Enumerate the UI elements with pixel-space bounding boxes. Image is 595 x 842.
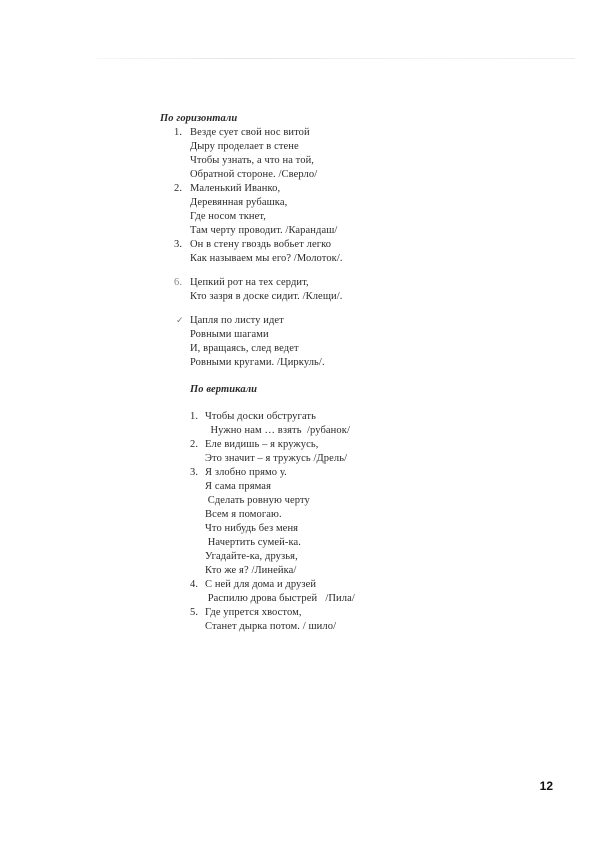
page-number: 12 (539, 779, 553, 793)
handwritten-check-mark: ✓ (176, 315, 184, 325)
clue-line: Ровными кругами. /Циркуль/. (190, 357, 325, 368)
clue-line: Станет дырка потом. / шило/ (205, 621, 337, 632)
vertical-heading: По вертикали (190, 384, 258, 395)
clue-number: 2. (190, 439, 199, 450)
clue-line: Там черту проводит. /Карандаш/ (190, 225, 338, 236)
clue-line: Кто же я? /Линейка/ (205, 565, 297, 576)
clue-line: Сделать ровную черту (205, 495, 310, 506)
clue-line: Он в стену гвоздь вобьет легко (190, 239, 332, 250)
clue-number: 1. (190, 411, 199, 422)
clue-line: Я злобно прямо у. (205, 467, 287, 478)
clue-line: Нужно нам … взять /рубанок/ (205, 425, 350, 436)
clue-number: 1. (174, 127, 183, 138)
clue-line: Обратной стороне. /Сверло/ (190, 169, 318, 180)
horizontal-heading: По горизонтали (160, 113, 238, 124)
clue-line: Где носом ткнет, (190, 211, 267, 222)
clue-line: Цепкий рот на тех сердит, (190, 277, 309, 288)
clue-line: Еле видишь – я кружусь, (205, 439, 319, 450)
clue-number: 6. (174, 277, 183, 288)
clue-number: 2. (174, 183, 183, 194)
clue-line: Ровными шагами (190, 329, 269, 340)
clue-line: Как называем мы его? /Молоток/. (190, 253, 343, 264)
clue-line: Чтобы узнать, а что на той, (190, 155, 315, 166)
clue-number: 3. (174, 239, 183, 250)
clue-line: Это значит – я тружусь /Дрель/ (205, 453, 348, 464)
clue-line: Угадайте-ка, друзья, (205, 551, 298, 562)
clue-line: И, вращаясь, след ведет (190, 343, 299, 354)
clue-line: Цапля по листу идет (190, 315, 284, 326)
clue-line: Начертить сумей-ка. (205, 537, 301, 548)
clue-line: Дыру проделает в стене (190, 141, 299, 152)
clue-line: Деревянная рубашка, (190, 197, 288, 208)
clue-number: 3. (190, 467, 199, 478)
clue-line: Где упрется хвостом, (205, 607, 302, 618)
clue-line: Маленький Иванко, (190, 183, 281, 194)
clue-line: С ней для дома и друзей (205, 579, 317, 590)
clue-line: Везде сует свой нос витой (190, 127, 310, 138)
clue-line: Кто зазря в доске сидит. /Клещи/. (190, 291, 343, 302)
clue-line: Всем я помогаю. (205, 509, 282, 520)
clue-line: Что нибудь без меня (205, 523, 299, 534)
clue-line: Распилю дрова быстрей /Пила/ (205, 593, 355, 604)
clue-number: 4. (190, 579, 199, 590)
clue-line: Я сама прямая (205, 481, 271, 492)
clue-number: 5. (190, 607, 199, 618)
clue-line: Чтобы доски обстругать (205, 411, 317, 422)
